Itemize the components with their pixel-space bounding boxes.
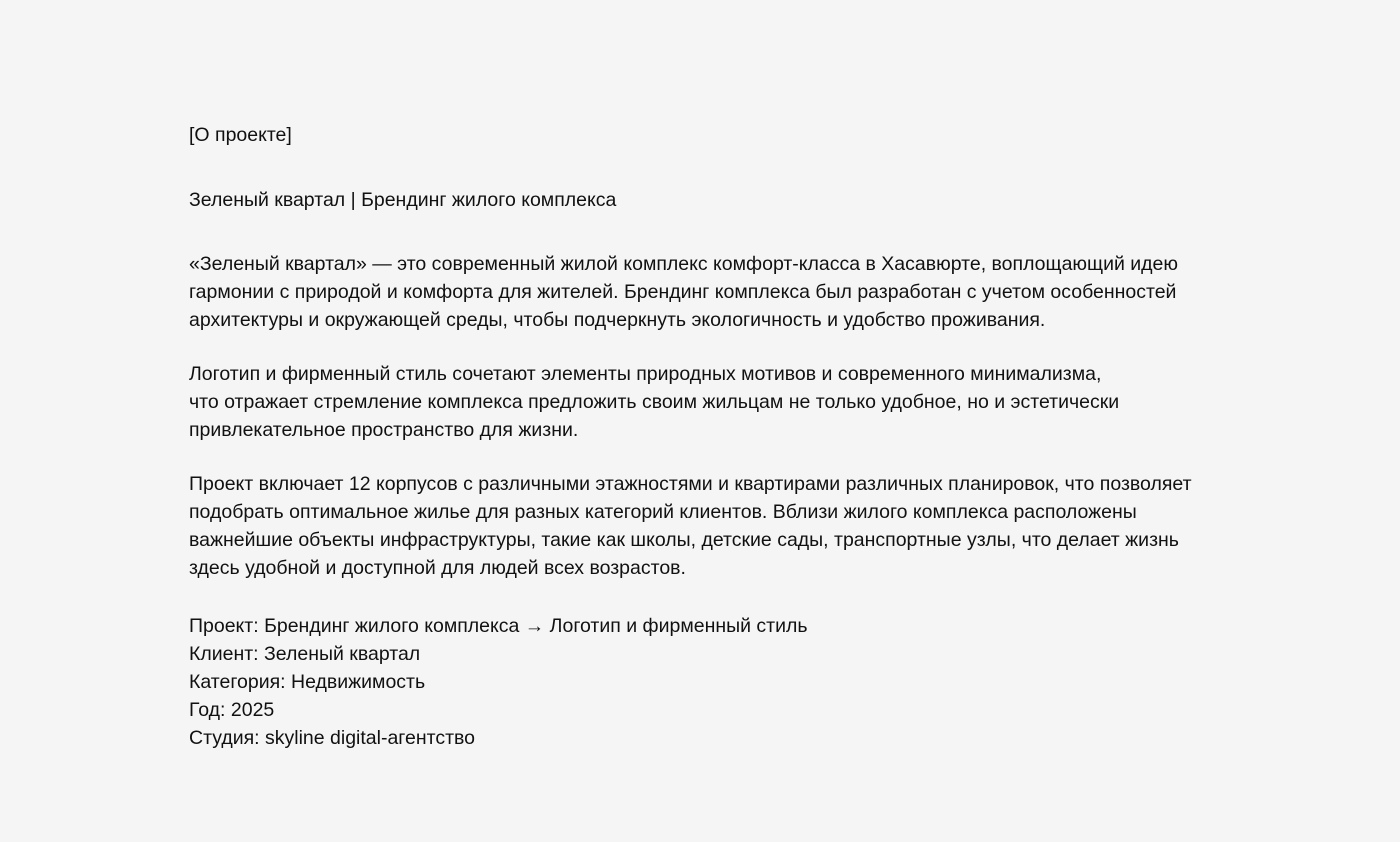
- description-line: здесь удобной и доступной для людей всех возрастов.: [189, 557, 686, 579]
- description-line: Логотип и фирменный стиль сочетают элементы природных мотивов и современного минимализма,: [189, 363, 1102, 385]
- meta-project: Проект: Брендинг жилого комплекса → Логотип и фирменный стиль: [189, 615, 808, 637]
- description-line: «Зеленый квартал» — это современный жилой комплекс комфорт-класса в Хасавюрте, воплощающий идею: [189, 253, 1179, 275]
- project-meta: [189, 612, 1400, 752]
- description-paragraph-infrastructure: [189, 470, 1219, 582]
- meta-studio: Студия: skyline digital-агентство: [189, 727, 475, 749]
- project-description: [189, 250, 1219, 582]
- description-line: что отражает стремление комплекса предложить своим жильцам не только удобное, но и эстетически: [189, 391, 1120, 413]
- meta-client: Клиент: Зеленый квартал: [189, 643, 421, 665]
- description-line: архитектуры и окружающей среды, чтобы подчеркнуть экологичность и удобство проживания.: [189, 309, 1046, 331]
- section-label: [О проекте]: [189, 124, 292, 146]
- description-line: привлекательное пространство для жизни.: [189, 419, 579, 441]
- description-line: важнейшие объекты инфраструктуры, такие как школы, детские сады, транспортные узлы, что делает жизнь: [189, 529, 1179, 551]
- description-paragraph-style: [189, 360, 1219, 444]
- meta-year: Год: 2025: [189, 699, 275, 721]
- description-line: Проект включает 12 корпусов с различными этажностями и квартирами различных планировок, что позволяет: [189, 473, 1192, 495]
- project-title: Зеленый квартал | Брендинг жилого комплекса: [189, 189, 617, 211]
- description-line: гармонии с природой и комфорта для жителей. Брендинг комплекса был разработан с учетом особенностей: [189, 281, 1177, 303]
- meta-category: Категория: Недвижимость: [189, 671, 426, 693]
- description-line: подобрать оптимальное жилье для разных категорий клиентов. Вблизи жилого комплекса расположены: [189, 501, 1137, 523]
- description-paragraph-intro: [189, 250, 1219, 334]
